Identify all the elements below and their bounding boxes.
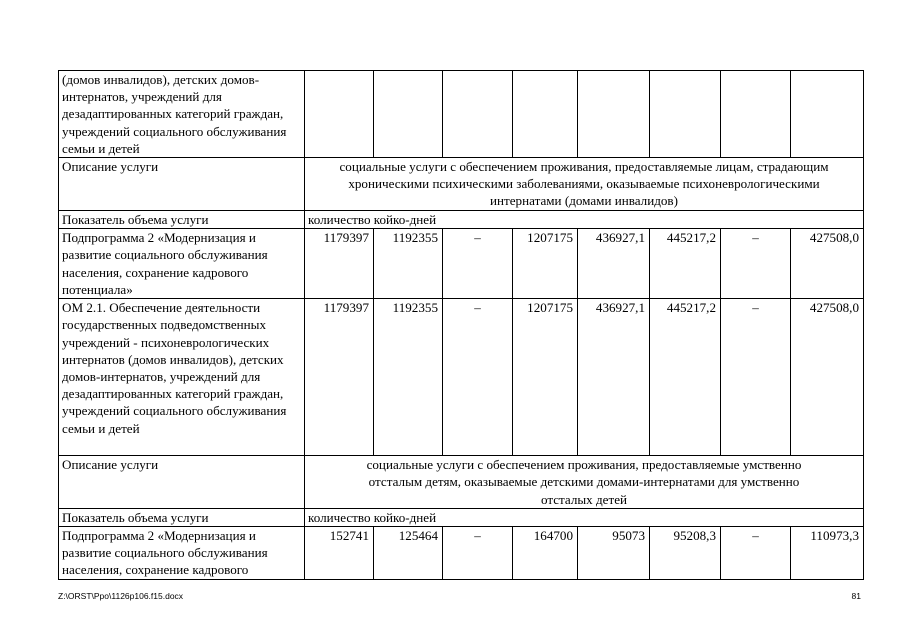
- value-cell: 1207175: [513, 229, 578, 299]
- table-row-indicator: [59, 508, 864, 526]
- services-table: [58, 70, 864, 580]
- value-cell: 1192355: [374, 299, 443, 456]
- value-cell: –: [443, 229, 513, 299]
- row-label: Показатель объема услуги: [59, 508, 305, 526]
- table-row-indicator: [59, 211, 864, 229]
- value-cell: [650, 71, 721, 158]
- table-row: [59, 229, 864, 299]
- value-cell: –: [443, 299, 513, 456]
- value-cell: [791, 71, 864, 158]
- value-cell: [443, 71, 513, 158]
- value-cell: 125464: [374, 527, 443, 580]
- value-cell: –: [721, 229, 791, 299]
- value-cell: [721, 71, 791, 158]
- indicator-value: количество койко-дней: [305, 211, 864, 229]
- value-cell: 1179397: [305, 299, 374, 456]
- value-cell: 427508,0: [791, 299, 864, 456]
- value-cell: [578, 71, 650, 158]
- value-cell: 110973,3: [791, 527, 864, 580]
- indicator-value: количество койко-дней: [305, 508, 864, 526]
- row-label: ОМ 2.1. Обеспечение деятельности государственных подведомственных учреждений - психоневрологических интернатов (домов инвалидов), детских домов-интернатов, учреждений для дезадаптированных категорий граждан, учреждений социального обслуживания семьи и детей: [59, 299, 305, 456]
- table-row-description: [59, 158, 864, 211]
- table-row-continuation: [59, 71, 864, 158]
- row-label: Подпрограмма 2 «Модернизация и развитие социального обслуживания населения, сохранение кадрового: [59, 527, 305, 580]
- service-description: социальные услуги с обеспечением проживания, предоставляемые умственно отсталым детям, оказываемые детскими домами-интернатами для умственно отсталых детей: [305, 456, 864, 509]
- service-description: социальные услуги с обеспечением проживания, предоставляемые лицам, страдающим хроническими психическими заболеваниями, оказываемые психоневрологическими интернатами (домами инвалидов): [305, 158, 864, 211]
- table-row-description: [59, 456, 864, 509]
- value-cell: –: [443, 527, 513, 580]
- value-cell: 1207175: [513, 299, 578, 456]
- value-cell: –: [721, 299, 791, 456]
- value-cell: 445217,2: [650, 229, 721, 299]
- value-cell: 164700: [513, 527, 578, 580]
- value-cell: 445217,2: [650, 299, 721, 456]
- page-number: 81: [851, 591, 861, 601]
- footer-file-path: Z:\ORST\Ppo\1126p106.f15.docx: [58, 591, 184, 601]
- value-cell: 95208,3: [650, 527, 721, 580]
- row-label: (домов инвалидов), детских домов-интернатов, учреждений для дезадаптированных категорий граждан, учреждений социального обслуживания семьи и детей: [59, 71, 305, 158]
- value-cell: [305, 71, 374, 158]
- row-label: Подпрограмма 2 «Модернизация и развитие социального обслуживания населения, сохранение кадрового потенциала»: [59, 229, 305, 299]
- row-label: Описание услуги: [59, 456, 305, 509]
- value-cell: 1179397: [305, 229, 374, 299]
- value-cell: 436927,1: [578, 299, 650, 456]
- value-cell: –: [721, 527, 791, 580]
- value-cell: 436927,1: [578, 229, 650, 299]
- value-cell: 152741: [305, 527, 374, 580]
- value-cell: [513, 71, 578, 158]
- row-label: Показатель объема услуги: [59, 211, 305, 229]
- table-row: [59, 527, 864, 580]
- value-cell: 1192355: [374, 229, 443, 299]
- value-cell: [374, 71, 443, 158]
- value-cell: 95073: [578, 527, 650, 580]
- value-cell: 427508,0: [791, 229, 864, 299]
- table-row: [59, 299, 864, 456]
- row-label: Описание услуги: [59, 158, 305, 211]
